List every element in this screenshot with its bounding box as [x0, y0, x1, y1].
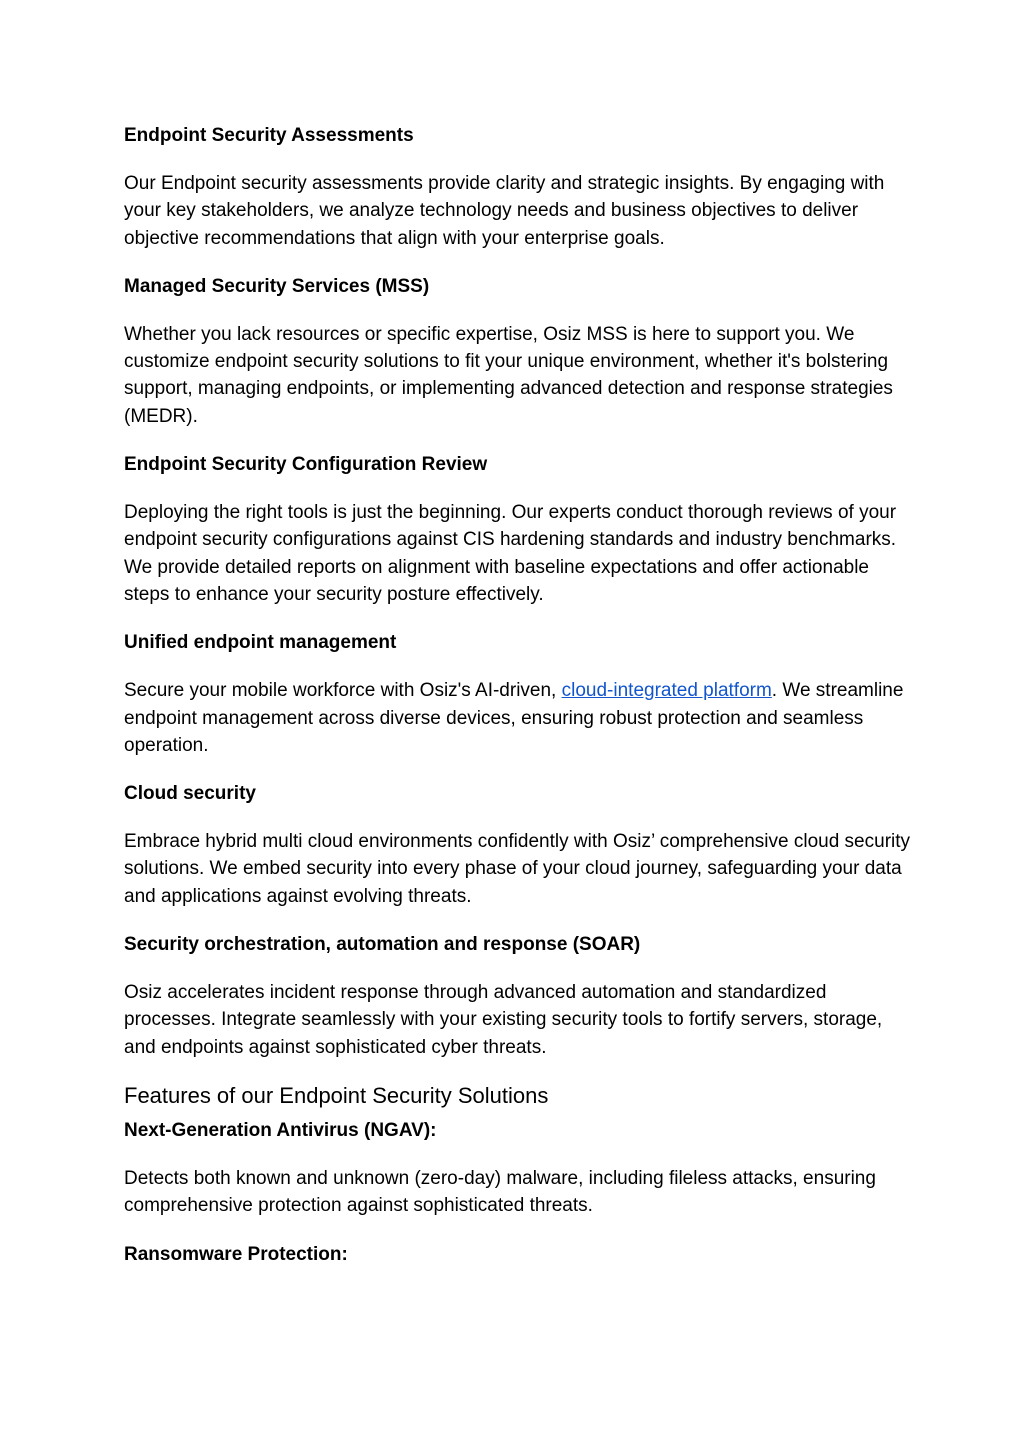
body-text: Secure your mobile workforce with Osiz's AI-driven,	[124, 680, 562, 702]
section-heading: Endpoint Security Configuration Review	[124, 454, 488, 476]
section-body	[124, 677, 914, 759]
feature-heading: Ransomware Protection:	[124, 1243, 348, 1265]
cloud-platform-link[interactable]: cloud-integrated platform	[561, 680, 772, 702]
section-body: Deploying the right tools is just the beginning. Our experts conduct thorough reviews of your endpoint security configurations against CIS hardening standards and industry benchmarks. We provide detailed reports on alignment with baseline expectations and offer actionable steps to enhance your security posture effectively.	[124, 502, 897, 605]
section-heading: Endpoint Security Assessments	[124, 125, 414, 146]
section-heading: Cloud security	[124, 783, 256, 805]
body-text: . We streamline endpoint management across diverse devices, ensuring robust protection and seamless operation.	[124, 680, 904, 756]
feature-heading: Next-Generation Antivirus (NGAV):	[124, 1119, 437, 1141]
section-body: Our Endpoint security assessments provide clarity and strategic insights. By engaging with your key stakeholders, we analyze technology needs and business objectives to deliver objective recommendations that align with your enterprise goals.	[124, 173, 885, 249]
feature-body: Detects both known and unknown (zero-day) malware, including fileless attacks, ensuring comprehensive protection against sophisticated threats.	[124, 1167, 876, 1217]
section-body: Embrace hybrid multi cloud environments confidently with Osiz’ comprehensive cloud security solutions. We embed security into every phase of your cloud journey, safeguarding your data and applications against evolving threats.	[124, 831, 911, 907]
section-body: Osiz accelerates incident response through advanced automation and standardized processes. Integrate seamlessly with your existing security tools to fortify servers, storage, and endpoints against sophisticated cyber threats.	[124, 982, 883, 1058]
section-heading: Managed Security Services (MSS)	[124, 275, 430, 297]
document-page	[124, 122, 914, 1268]
section-heading: Unified endpoint management	[124, 632, 397, 654]
section-body: Whether you lack resources or specific expertise, Osiz MSS is here to support you. We customize endpoint security solutions to fit your unique environment, whether it's bolstering support, managing endpoints, or implementing advanced detection and response strategies (MEDR).	[124, 323, 893, 427]
features-title: Features of our Endpoint Security Solutions	[124, 1082, 549, 1108]
section-heading: Security orchestration, automation and response (SOAR)	[124, 934, 641, 956]
